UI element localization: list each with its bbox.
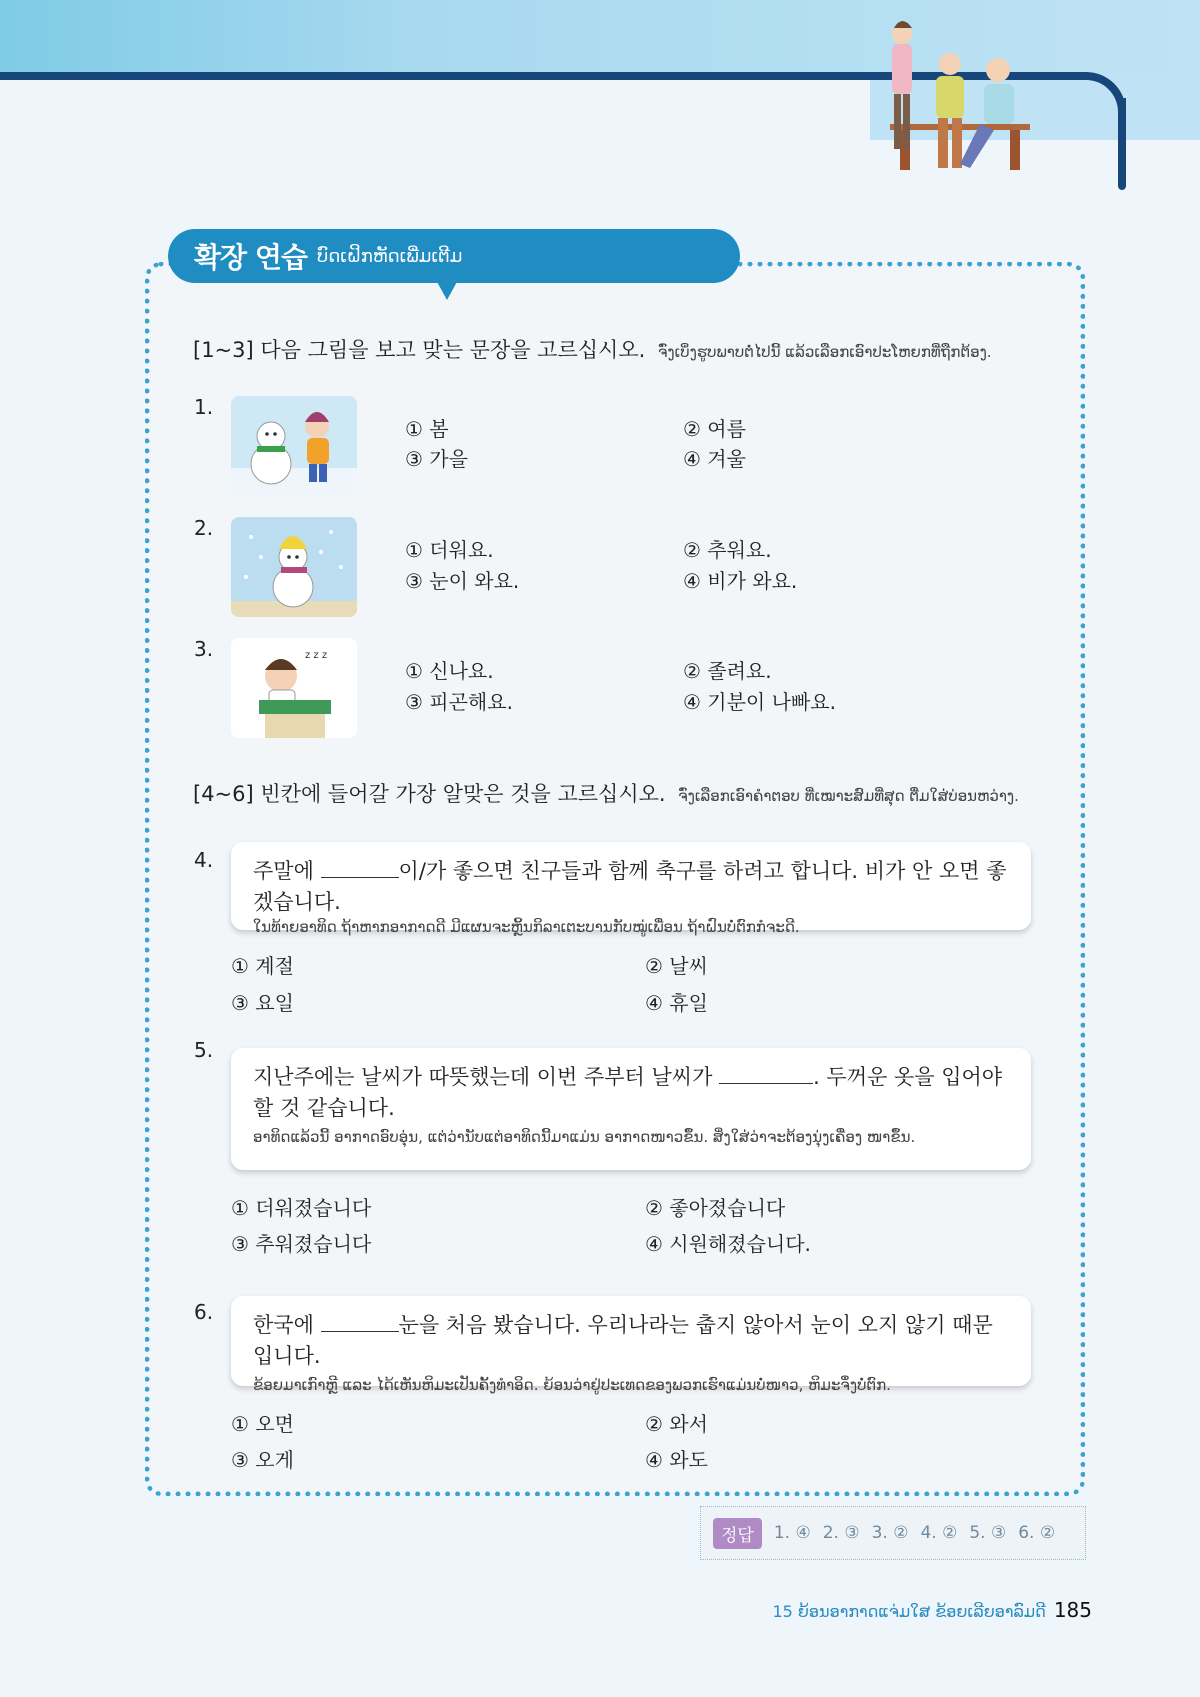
q3-option-3[interactable]: ③ 피곤해요. [405,690,513,714]
q5-option-1[interactable]: ① 더워졌습니다 [231,1196,372,1220]
q4-option-1[interactable]: ① 계절 [231,954,294,978]
question-translation: ອາທິດແລ້ວນີ້ ອາກາດອົບອຸ່ນ, ແຕ່ວ່ານັບແຕ່ອາທິດນີ້ມາແມ່ນ ອາກາດໜາວຂຶ້ນ. ສິ່ງໃສ່ວ່າຈະຕ້ອງນຸ່ງເຄື່ອງ ໜາຂຶ້ນ. [253,1128,916,1146]
page-number: 185 [1053,1598,1092,1622]
question-translation: ຂ້ອຍມາເກົາຫຼີ ແລະ ໄດ້ເຫັນຫິມະເປັນຄັ້ງທຳອິດ. ຍ້ອນວ່າຢູ່ປະເທດຂອງພວກເຮົາແມ່ນບໍ່ໜາວ, ຫິມະຈຶ່ງບໍ່ຕົກ. [253,1376,891,1394]
q6-option-1[interactable]: ① 오면 [231,1412,294,1436]
q3-option-4[interactable]: ④ 기분이 나빠요. [683,690,836,714]
q6-option-2[interactable]: ② 와서 [645,1412,708,1436]
q5-option-4[interactable]: ④ 시원해졌습니다. [645,1232,811,1256]
q1-option-1[interactable]: ① 봄 [405,417,449,441]
question-text [253,1062,1009,1124]
answer-item: 2. ③ [822,1523,860,1543]
q1-option-2[interactable]: ② 여름 [683,417,746,441]
question-card [231,1296,1031,1394]
tab-pointer [436,280,458,300]
q2-option-4[interactable]: ④ 비가 와요. [683,569,798,593]
answer-key [700,1506,1086,1560]
q6-option-3[interactable]: ③ 오게 [231,1448,294,1472]
chapter-title: 15 ຍ້ອນອາກາດແຈ່ມໃສ ຂ້ອຍເລີຍອາລົມດີ [772,1602,1046,1621]
text-after-blank: . 두꺼운 옷을 입어야 할 것 같습니다. [253,1065,1003,1120]
svg-text:z z z: z z z [305,650,328,661]
question-number: 1. [194,395,214,419]
answer-item: 6. ② [1018,1523,1056,1543]
question-text [253,856,1009,918]
people-illustration [880,14,1050,194]
text-before-blank: 지난주에는 날씨가 따뜻했는데 이번 주부터 날씨가 [253,1065,720,1089]
question-number: 2. [194,516,214,540]
section-tab [168,229,740,283]
text-after-blank: 이/가 좋으면 친구들과 함께 축구를 하려고 합니다. 비가 안 오면 좋겠습니다. [253,859,1007,914]
question-translation: ໃນທ້າຍອາທິດ ຖ້າຫາກອາກາດດີ ມີແຜນຈະຫຼິ້ນກິລາເຕະບານກັບໝູ່ເພື່ອນ ຖ້າຝົນບໍ່ຕົກກໍຈະດີ. [253,918,800,936]
part2-instruction-ko: [4~6] 빈칸에 들어갈 가장 알맞은 것을 고르십시오. [193,782,666,806]
q2-option-3[interactable]: ③ 눈이 와요. [405,569,520,593]
answer-item: 4. ② [920,1523,958,1543]
answer-item: 1. ④ [773,1523,811,1543]
answer-item: 5. ③ [969,1523,1007,1543]
part1-instruction-lao: ຈົ່ງເບິ່ງຮູບພາບຕໍ່ໄປນີ້ ແລ້ວເລືອກເອົາປະໂຫຍກທີ່ຖືກຕ້ອງ. [657,343,992,361]
part1-instruction [193,334,992,364]
section-subtitle: ບົດເຝິກຫັດເພີ່ມເຕີມ [316,245,463,267]
answer-item: 3. ② [871,1523,909,1543]
q1-option-4[interactable]: ④ 겨울 [683,447,746,471]
q4-option-3[interactable]: ③ 요일 [231,991,294,1015]
section-title: 확장 연습 [194,241,307,274]
blank [321,858,399,878]
header-line-down [1118,98,1126,190]
q4-option-2[interactable]: ② 날씨 [645,954,708,978]
q6-option-4[interactable]: ④ 와도 [645,1448,708,1472]
question-card [231,1048,1031,1170]
q2-option-2[interactable]: ② 추워요. [683,538,772,562]
answer-label: 정답 [713,1518,762,1549]
q5-option-2[interactable]: ② 좋아졌습니다 [645,1196,786,1220]
snowman-child-picture [231,396,357,496]
part2-instruction-lao: ຈົ່ງເລືອກເອົາຄຳຕອບ ທີ່ເໝາະສົມທີ່ສຸດ ຕື່ມໃສ່ບ່ອນຫວ່າງ. [678,787,1019,805]
part2-instruction [193,778,1019,808]
question-text [253,1310,1009,1372]
question-number: 5. [194,1038,214,1062]
page-footer [772,1598,1092,1622]
q2-option-1[interactable]: ① 더워요. [405,538,494,562]
text-before-blank: 한국에 [253,1313,321,1337]
question-card [231,842,1031,936]
question-number: 4. [194,848,214,872]
blank [321,1312,399,1332]
q4-option-4[interactable]: ④ 휴일 [645,991,708,1015]
q1-option-3[interactable]: ③ 가을 [405,447,468,471]
part1-instruction-ko: [1~3] 다음 그림을 보고 맞는 문장을 고르십시오. [193,338,646,362]
question-number: 6. [194,1300,214,1324]
sleepy-man-picture [231,638,357,738]
q5-option-3[interactable]: ③ 추워졌습니다 [231,1232,372,1256]
text-before-blank: 주말에 [253,859,321,883]
q3-option-2[interactable]: ② 졸려요. [683,659,772,683]
blank [719,1064,813,1084]
question-number: 3. [194,637,214,661]
q3-option-1[interactable]: ① 신나요. [405,659,494,683]
snowman-snowing-picture [231,517,357,617]
text-after-blank: 눈을 처음 봤습니다. 우리나라는 춥지 않아서 눈이 오지 않기 때문입니다. [253,1313,993,1368]
